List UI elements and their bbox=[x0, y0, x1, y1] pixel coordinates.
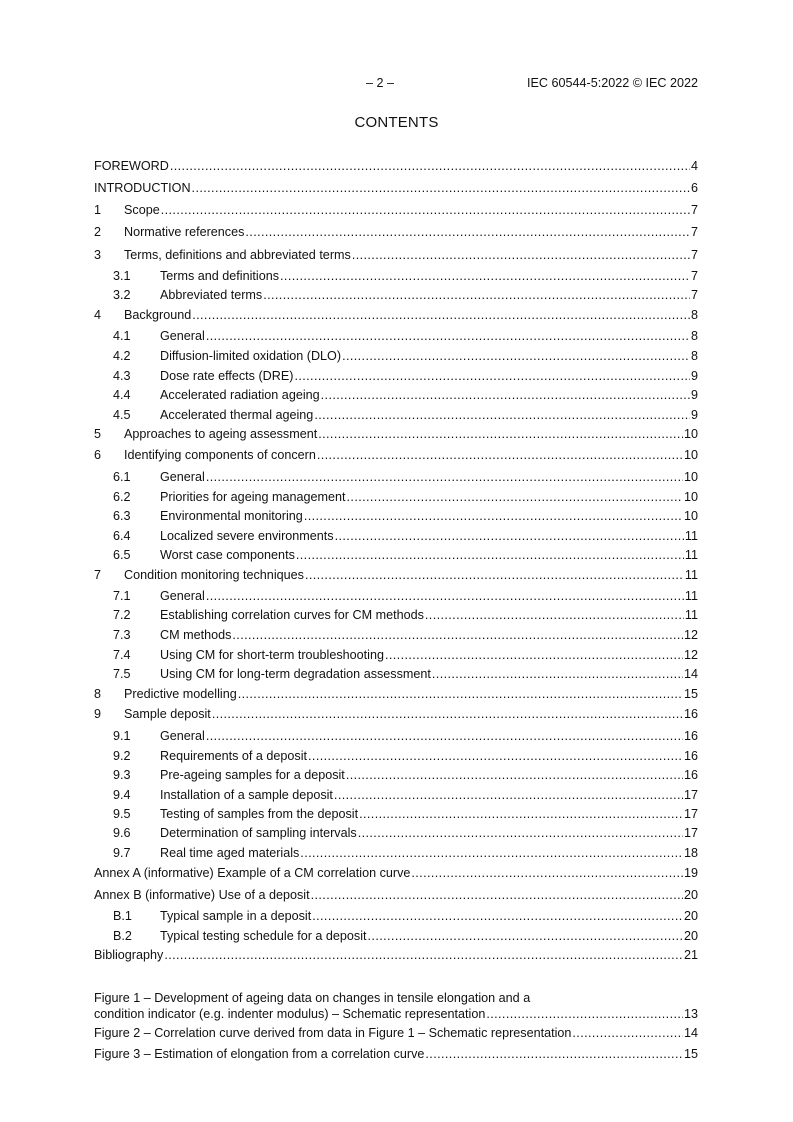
dot-leader bbox=[206, 588, 684, 605]
toc-entry-number: 5 bbox=[94, 427, 102, 441]
toc-entry[interactable] bbox=[94, 368, 698, 385]
toc-entry-number: 6.1 bbox=[113, 470, 131, 484]
toc-entry-title: Condition monitoring techniques bbox=[124, 568, 304, 582]
toc-entry[interactable] bbox=[94, 588, 698, 605]
toc-entry-number: 4.3 bbox=[113, 369, 131, 383]
toc-entry-page: 11 bbox=[684, 608, 698, 622]
toc-entry-number: 4.1 bbox=[113, 329, 131, 343]
dot-leader bbox=[238, 686, 683, 703]
dot-leader bbox=[318, 426, 683, 443]
toc-entry[interactable] bbox=[94, 845, 698, 862]
toc-entry-page: 14 bbox=[683, 667, 698, 681]
toc-entry-page: 8 bbox=[690, 329, 698, 343]
dot-leader bbox=[425, 607, 684, 624]
dot-leader bbox=[161, 202, 690, 219]
figure-entry-page: 15 bbox=[683, 1047, 698, 1061]
toc-entry-number: 3.2 bbox=[113, 288, 131, 302]
dot-leader bbox=[572, 1025, 683, 1042]
dot-leader bbox=[352, 247, 690, 264]
toc-entry-page: 10 bbox=[683, 509, 698, 523]
toc-entry-page: 18 bbox=[683, 846, 698, 860]
toc-entry[interactable] bbox=[94, 666, 698, 683]
figure-entry[interactable] bbox=[94, 1025, 698, 1042]
page-header bbox=[94, 76, 698, 92]
toc-entry[interactable] bbox=[94, 328, 698, 345]
toc-entry-page: 11 bbox=[684, 548, 698, 562]
toc-entry-number: 7.3 bbox=[113, 628, 131, 642]
dot-leader bbox=[280, 268, 690, 285]
toc-entry-number: 6.5 bbox=[113, 548, 131, 562]
toc-entry-title: Establishing correlation curves for CM methods bbox=[160, 608, 424, 622]
toc-entry[interactable] bbox=[94, 928, 698, 945]
toc-entry-title: Typical testing schedule for a deposit bbox=[160, 929, 367, 943]
toc-entry-number: 9.5 bbox=[113, 807, 131, 821]
toc-entry[interactable] bbox=[94, 287, 698, 304]
toc-entry-title: Bibliography bbox=[94, 948, 164, 962]
toc-entry-title: Accelerated radiation ageing bbox=[160, 388, 320, 402]
toc-entry-page: 11 bbox=[684, 568, 698, 582]
toc-entry-title: Background bbox=[124, 308, 192, 322]
toc-entry-title: Using CM for short-term troubleshooting bbox=[160, 648, 384, 662]
toc-entry[interactable] bbox=[94, 268, 698, 285]
toc-entry[interactable] bbox=[94, 469, 698, 486]
toc-entry-title: Annex A (informative) Example of a CM correlation curve bbox=[94, 866, 411, 880]
toc-entry-title: Terms and definitions bbox=[160, 269, 280, 283]
toc-entry-number: 9.4 bbox=[113, 788, 131, 802]
toc-entry-number: B.1 bbox=[113, 909, 132, 923]
toc-entry-title: Normative references bbox=[124, 225, 245, 239]
toc-entry-number: 9 bbox=[94, 707, 102, 721]
toc-entry-page: 17 bbox=[683, 788, 698, 802]
dot-leader bbox=[245, 224, 690, 241]
toc-entry-title: General bbox=[160, 470, 205, 484]
dot-leader bbox=[486, 1006, 683, 1023]
figure-entry[interactable] bbox=[94, 1046, 698, 1063]
toc-entry-number: 9.2 bbox=[113, 749, 131, 763]
toc-entry-page: 19 bbox=[683, 866, 698, 880]
dot-leader bbox=[304, 508, 683, 525]
toc-entry-page: 20 bbox=[683, 929, 698, 943]
toc-entry-number: 7.1 bbox=[113, 589, 131, 603]
toc-entry-title: Predictive modelling bbox=[124, 687, 237, 701]
dot-leader bbox=[164, 947, 683, 964]
toc-entry-number: 7.5 bbox=[113, 667, 131, 681]
dot-leader bbox=[192, 180, 690, 197]
figure-entry-line bbox=[94, 1025, 698, 1042]
toc-entry-title: FOREWORD bbox=[94, 159, 169, 173]
toc-entry[interactable] bbox=[94, 528, 698, 545]
toc-entry[interactable] bbox=[94, 407, 698, 424]
toc-entry-page: 10 bbox=[683, 470, 698, 484]
figure-entry-page: 13 bbox=[683, 1007, 698, 1021]
toc-entry-page: 10 bbox=[683, 448, 698, 462]
toc-entry-page: 20 bbox=[683, 888, 698, 902]
dot-leader bbox=[385, 647, 683, 664]
dot-leader bbox=[206, 469, 683, 486]
figure-title-line: Figure 1 – Development of ageing data on changes in tensile elongation and a bbox=[94, 991, 531, 1005]
toc-entry-page: 6 bbox=[690, 181, 698, 195]
toc-entry-number: 6.2 bbox=[113, 490, 131, 504]
toc-entry-title: Priorities for ageing management bbox=[160, 490, 346, 504]
toc-entry-page: 10 bbox=[683, 427, 698, 441]
dot-leader bbox=[321, 387, 690, 404]
page-title: CONTENTS bbox=[354, 114, 439, 131]
toc-entry[interactable] bbox=[94, 908, 698, 925]
toc-entry[interactable] bbox=[94, 706, 698, 723]
toc-entry[interactable] bbox=[94, 686, 698, 703]
toc-entry-title: Requirements of a deposit bbox=[160, 749, 308, 763]
dot-leader bbox=[334, 787, 683, 804]
toc-entry-title: Scope bbox=[124, 203, 160, 217]
toc-entry-number: 2 bbox=[94, 225, 102, 239]
dot-leader bbox=[411, 865, 683, 882]
toc-entry[interactable] bbox=[94, 728, 698, 745]
toc-entry-title: Using CM for long-term degradation assessment bbox=[160, 667, 431, 681]
toc-entry-page: 12 bbox=[683, 628, 698, 642]
figure-entry[interactable] bbox=[94, 990, 698, 1023]
toc-entry-number: 6.4 bbox=[113, 529, 131, 543]
dot-leader bbox=[305, 567, 684, 584]
dot-leader bbox=[342, 348, 690, 365]
toc-entry-title: Diffusion-limited oxidation (DLO) bbox=[160, 349, 342, 363]
toc-entry-number: 1 bbox=[94, 203, 102, 217]
dot-leader bbox=[347, 489, 683, 506]
toc-entry-title: General bbox=[160, 729, 205, 743]
dot-leader bbox=[358, 825, 683, 842]
toc-entry[interactable] bbox=[94, 806, 698, 823]
toc-entry-title: Determination of sampling intervals bbox=[160, 826, 357, 840]
toc-entry[interactable] bbox=[94, 607, 698, 624]
toc-entry-title: INTRODUCTION bbox=[94, 181, 191, 195]
toc-entry-page: 16 bbox=[683, 707, 698, 721]
dot-leader bbox=[368, 928, 683, 945]
toc-entry-title: General bbox=[160, 589, 205, 603]
toc-entry-page: 16 bbox=[683, 768, 698, 782]
dot-leader bbox=[346, 767, 683, 784]
toc-entry-number: 9.1 bbox=[113, 729, 131, 743]
toc-entry[interactable] bbox=[94, 748, 698, 765]
dot-leader bbox=[206, 328, 690, 345]
dot-leader bbox=[359, 806, 683, 823]
figure-entry-title: condition indicator (e.g. indenter modulus) – Schematic representation bbox=[94, 1007, 486, 1021]
toc-entry-page: 7 bbox=[690, 225, 698, 239]
figure-entry-line bbox=[94, 1046, 698, 1063]
toc-entry-page: 9 bbox=[690, 369, 698, 383]
toc-entry-page: 9 bbox=[690, 408, 698, 422]
toc-entry-number: 9.6 bbox=[113, 826, 131, 840]
toc-entry-page: 7 bbox=[690, 248, 698, 262]
toc-entry-title: Environmental monitoring bbox=[160, 509, 303, 523]
toc-entry[interactable] bbox=[94, 825, 698, 842]
toc-entry-number: 9.3 bbox=[113, 768, 131, 782]
toc-entry-page: 4 bbox=[690, 159, 698, 173]
toc-entry-title: Identifying components of concern bbox=[124, 448, 316, 462]
dot-leader bbox=[263, 287, 690, 304]
dot-leader bbox=[308, 748, 683, 765]
figure-entry-page: 14 bbox=[683, 1026, 698, 1040]
toc-entry-page: 8 bbox=[690, 349, 698, 363]
toc-entry-title: Pre-ageing samples for a deposit bbox=[160, 768, 345, 782]
toc-entry-page: 15 bbox=[683, 687, 698, 701]
dot-leader bbox=[232, 627, 683, 644]
toc-entry[interactable] bbox=[94, 158, 698, 175]
dot-leader bbox=[212, 706, 683, 723]
toc-entry-title: Sample deposit bbox=[124, 707, 211, 721]
toc-entry-number: 9.7 bbox=[113, 846, 131, 860]
toc-entry-page: 17 bbox=[683, 826, 698, 840]
toc-entry[interactable] bbox=[94, 348, 698, 365]
toc-entry-number: 4.4 bbox=[113, 388, 131, 402]
toc-entry-page: 11 bbox=[684, 589, 698, 603]
toc-entry[interactable] bbox=[94, 567, 698, 584]
toc-entry[interactable] bbox=[94, 447, 698, 464]
toc-entry-number: 4.5 bbox=[113, 408, 131, 422]
dot-leader bbox=[312, 908, 683, 925]
toc-entry-number: 4.2 bbox=[113, 349, 131, 363]
toc-entry[interactable] bbox=[94, 547, 698, 564]
dot-leader bbox=[206, 728, 683, 745]
toc-entry-page: 16 bbox=[683, 749, 698, 763]
figure-entry-line bbox=[94, 1006, 698, 1023]
toc-entry-title: Installation of a sample deposit bbox=[160, 788, 333, 802]
toc-entry[interactable] bbox=[94, 307, 698, 324]
toc-entry[interactable] bbox=[94, 489, 698, 506]
toc-entry-title: CM methods bbox=[160, 628, 232, 642]
toc-entry[interactable] bbox=[94, 508, 698, 525]
toc-entry-title: Accelerated thermal ageing bbox=[160, 408, 314, 422]
toc-entry-page: 7 bbox=[690, 203, 698, 217]
toc-entry-title: Testing of samples from the deposit bbox=[160, 807, 359, 821]
dot-leader bbox=[314, 407, 690, 424]
toc-entry[interactable] bbox=[94, 387, 698, 404]
dot-leader bbox=[311, 887, 683, 904]
dot-leader bbox=[296, 547, 684, 564]
figure-entry-title: Figure 3 – Estimation of elongation from a correlation curve bbox=[94, 1047, 425, 1061]
toc-entry-number: 7 bbox=[94, 568, 102, 582]
dot-leader bbox=[300, 845, 683, 862]
toc-entry-number: 6 bbox=[94, 448, 102, 462]
toc-entry-page: 12 bbox=[683, 648, 698, 662]
toc-entry-page: 21 bbox=[683, 948, 698, 962]
toc-entry-number: 3 bbox=[94, 248, 102, 262]
toc-entry[interactable] bbox=[94, 426, 698, 443]
toc-entry[interactable] bbox=[94, 767, 698, 784]
toc-entry-title: Dose rate effects (DRE) bbox=[160, 369, 294, 383]
toc-entry-page: 17 bbox=[683, 807, 698, 821]
toc-entry-number: 7.2 bbox=[113, 608, 131, 622]
toc-entry-number: B.2 bbox=[113, 929, 132, 943]
toc-entry-title: Abbreviated terms bbox=[160, 288, 263, 302]
toc-entry-title: Localized severe environments bbox=[160, 529, 334, 543]
toc-entry-title: Annex B (informative) Use of a deposit bbox=[94, 888, 310, 902]
toc-entry-page: 8 bbox=[690, 308, 698, 322]
dot-leader bbox=[432, 666, 683, 683]
toc-entry-page: 7 bbox=[690, 269, 698, 283]
dot-leader bbox=[294, 368, 690, 385]
toc-entry[interactable] bbox=[94, 787, 698, 804]
toc-entry-title: Terms, definitions and abbreviated terms bbox=[124, 248, 351, 262]
toc-entry-number: 6.3 bbox=[113, 509, 131, 523]
toc-entry-page: 20 bbox=[683, 909, 698, 923]
toc-entry-title: Approaches to ageing assessment bbox=[124, 427, 318, 441]
page-number: – 2 – bbox=[366, 76, 395, 90]
toc-entry[interactable] bbox=[94, 247, 698, 264]
toc-entry-number: 8 bbox=[94, 687, 102, 701]
toc-entry-number: 4 bbox=[94, 308, 102, 322]
toc-entry-page: 9 bbox=[690, 388, 698, 402]
toc-entry-title: Typical sample in a deposit bbox=[160, 909, 312, 923]
toc-entry-title: General bbox=[160, 329, 205, 343]
toc-entry-number: 3.1 bbox=[113, 269, 131, 283]
toc-entry[interactable] bbox=[94, 627, 698, 644]
figure-entry-title: Figure 2 – Correlation curve derived from data in Figure 1 – Schematic representation bbox=[94, 1026, 572, 1040]
toc-entry[interactable] bbox=[94, 865, 698, 882]
toc-entry-number: 7.4 bbox=[113, 648, 131, 662]
toc-entry-page: 11 bbox=[684, 529, 698, 543]
toc-entry-title: Real time aged materials bbox=[160, 846, 300, 860]
toc-entry[interactable] bbox=[94, 180, 698, 197]
toc-entry-page: 16 bbox=[683, 729, 698, 743]
dot-leader bbox=[192, 307, 690, 324]
toc-entry[interactable] bbox=[94, 947, 698, 964]
toc-entry[interactable] bbox=[94, 202, 698, 219]
toc-entry[interactable] bbox=[94, 224, 698, 241]
toc-entry-page: 7 bbox=[690, 288, 698, 302]
standard-identifier: IEC 60544-5:2022 © IEC 2022 bbox=[526, 76, 698, 90]
dot-leader bbox=[170, 158, 690, 175]
dot-leader bbox=[425, 1046, 683, 1063]
toc-entry[interactable] bbox=[94, 647, 698, 664]
dot-leader bbox=[317, 447, 683, 464]
toc-entry-page: 10 bbox=[683, 490, 698, 504]
toc-entry[interactable] bbox=[94, 887, 698, 904]
toc-entry-title: Worst case components bbox=[160, 548, 295, 562]
dot-leader bbox=[335, 528, 684, 545]
